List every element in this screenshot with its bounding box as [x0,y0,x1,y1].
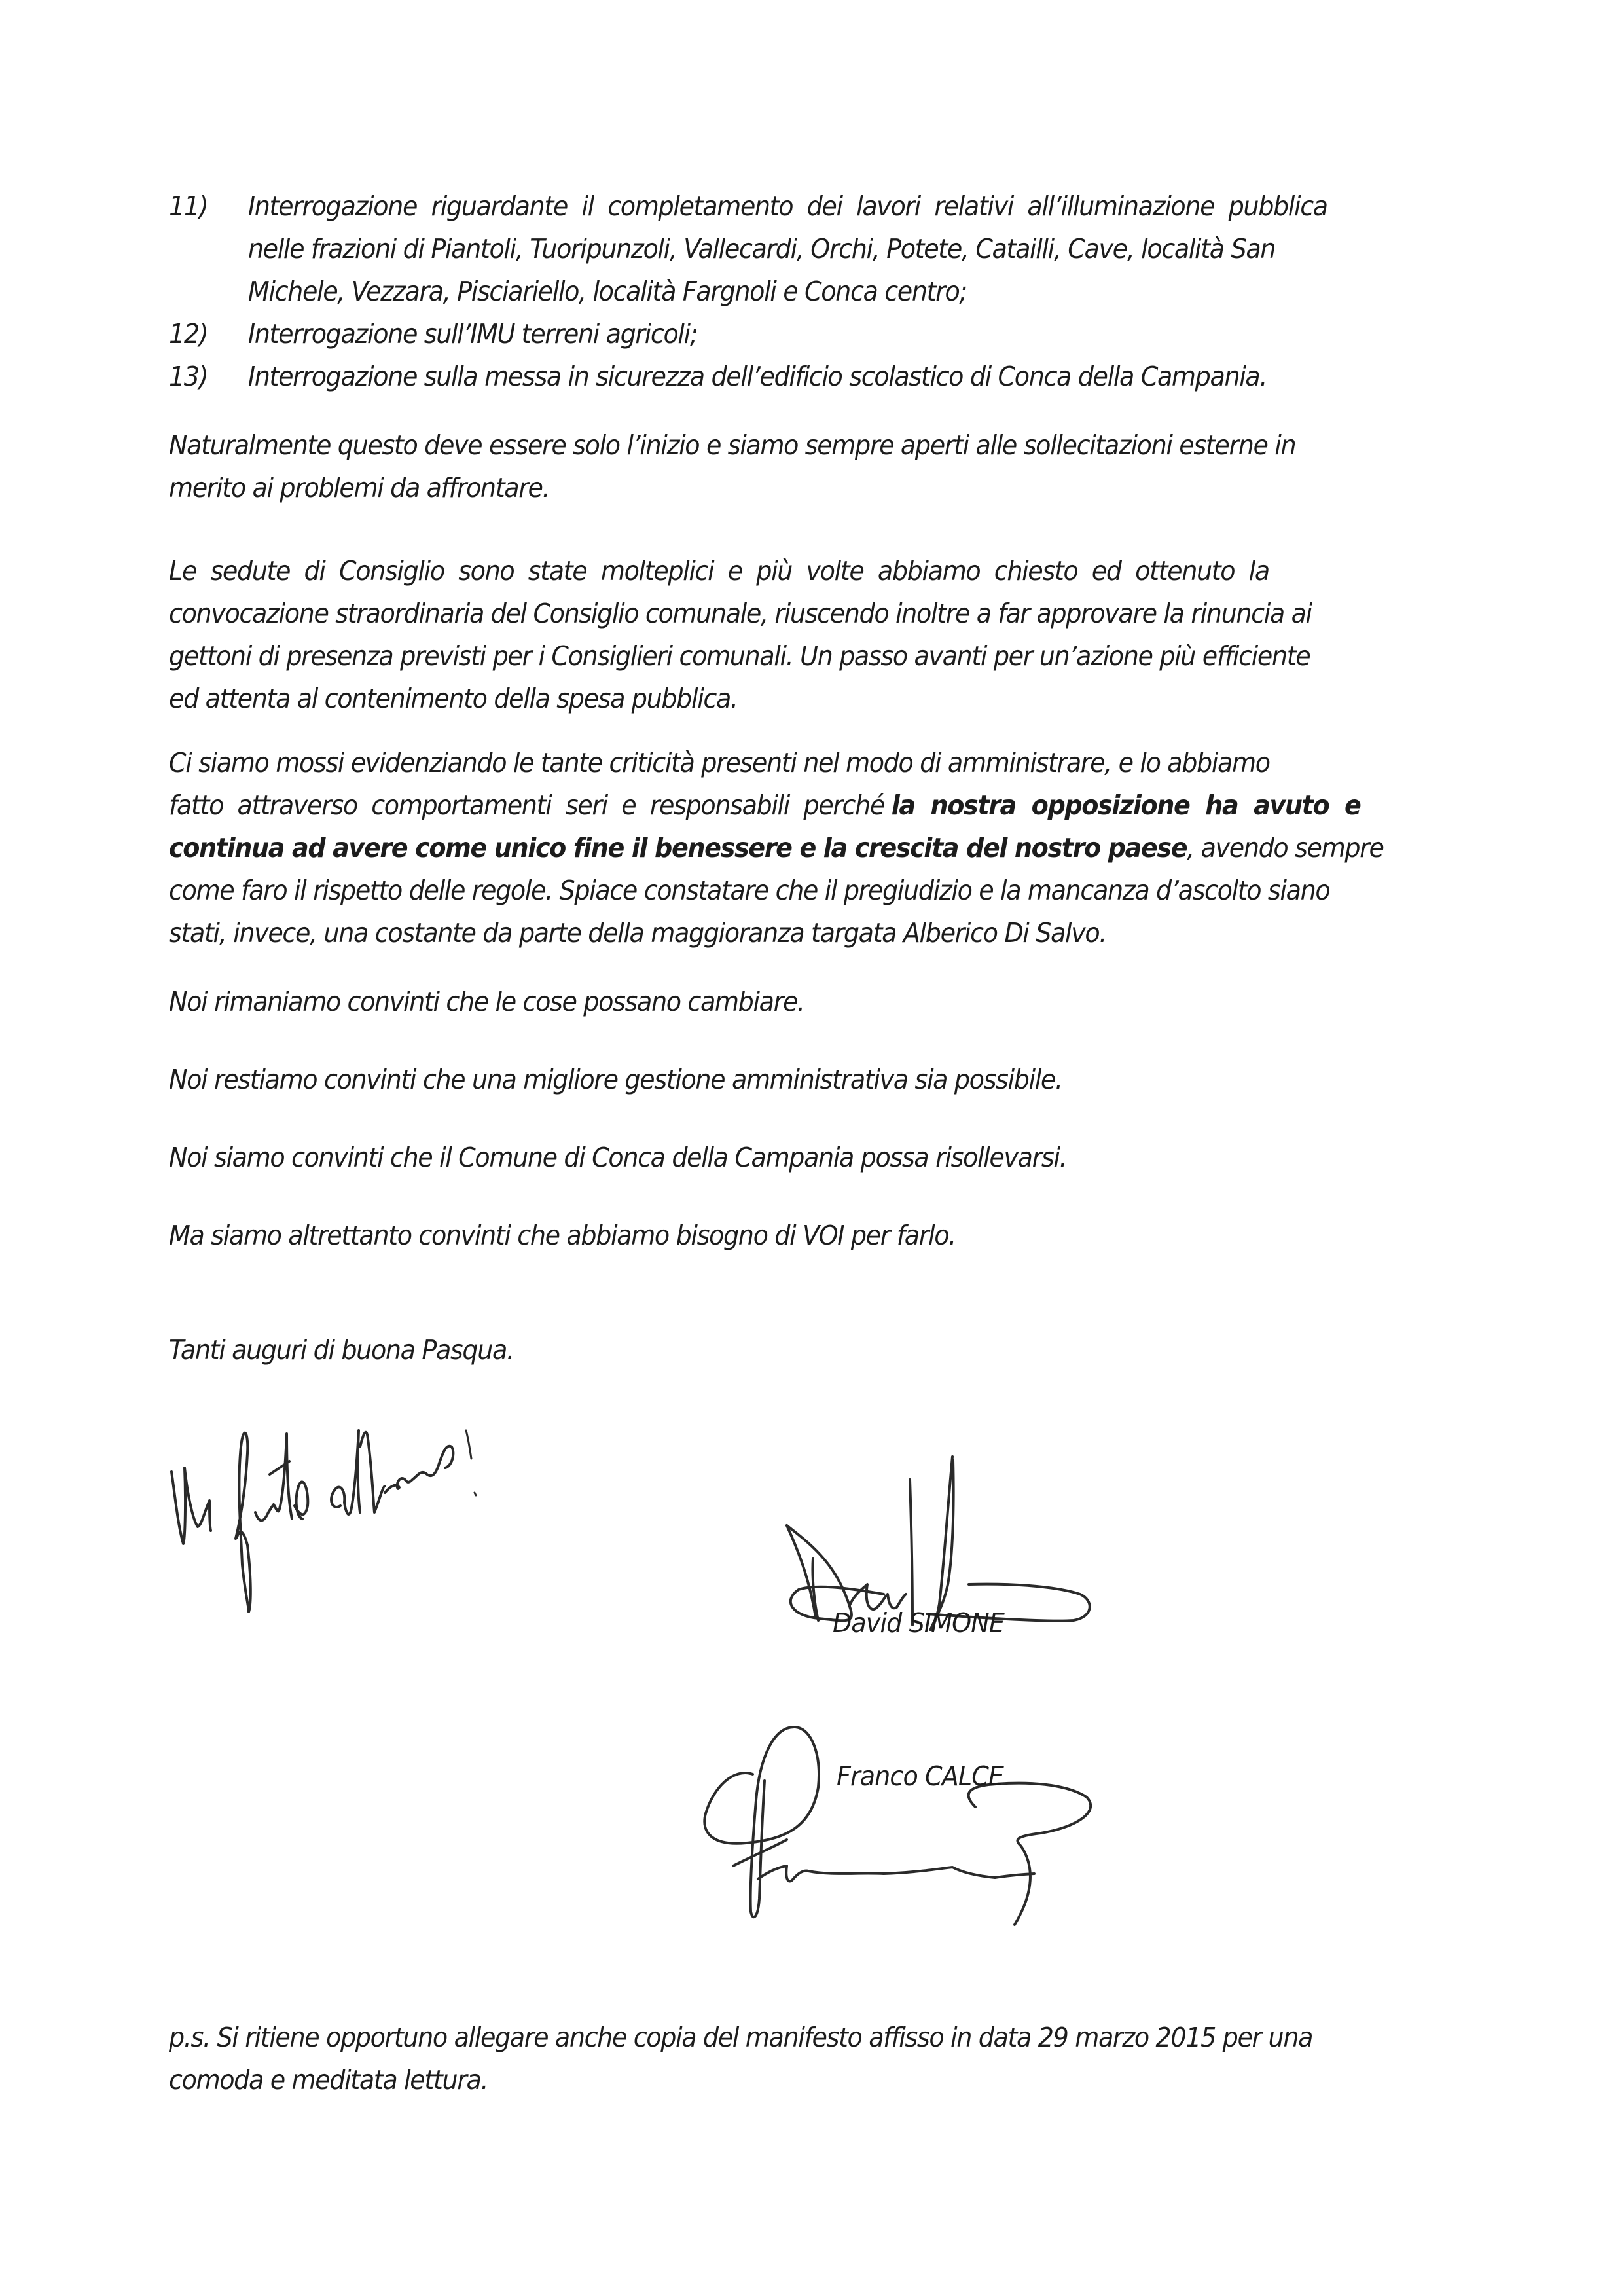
paragraph-naturalmente [169,424,1569,509]
signature-franco-calce-scrawl [687,1676,1407,1951]
paragraph-line: convocazione straordinaria del Consiglio comunale, riuscendo inoltre a far approvare la rinuncia ai [169,598,1312,629]
list-item-text: Michele, Vezzara, Pisciariello, località Fargnoli e Conca centro; [247,276,967,307]
paragraph-line: Ci siamo mossi evidenziando le tante criticità presenti nel modo di amministrare, e lo abbiamo [169,747,1270,778]
statement-cose-cambiare: Noi rimaniamo convinti che le cose possano cambiare. [169,986,804,1017]
list-number: 13) [169,361,208,392]
paragraph-sedute-consiglio [169,550,1569,720]
paragraph-text: , avendo sempre [1187,832,1384,864]
statement-gestione: Noi restiamo convinti che una migliore gestione amministrativa sia possibile. [169,1064,1062,1095]
list-item-13 [169,355,1267,398]
paragraph-line: merito ai problemi da affrontare. [169,472,550,503]
postscript-line: comoda e meditata lettura. [169,2064,488,2096]
list-number: 11) [169,191,208,222]
list-item-text: Interrogazione sulla messa in sicurezza dell’edificio scolastico di Conca della Campania. [247,361,1267,392]
greeting: Tanti auguri di buona Pasqua. [169,1334,514,1366]
list-item-text: Interrogazione sull’IMU terreni agricoli; [247,318,698,350]
paragraph-text: fatto attraverso comportamenti seri e responsabili perché [169,790,892,821]
list-number: 12) [169,318,208,350]
handwritten-note-signature [164,1427,727,1643]
statement-comune: Noi siamo convinti che il Comune di Conca della Campania possa risollevarsi. [169,1142,1067,1173]
postscript [169,2016,1569,2102]
emphasis-text: la nostra opposizione ha avuto e [891,790,1361,821]
paragraph-line: come faro il rispetto delle regole. Spiace constatare che il pregiudizio e la mancanza d’ascolto siano [169,875,1330,906]
paragraph-line: Le sedute di Consiglio sono state molteplici e più volte abbiamo chiesto ed ottenuto la [169,555,1269,587]
list-item-text: Interrogazione riguardante il completamento dei lavori relativi all’illuminazione pubblica [247,191,1327,222]
paragraph-line: stati, invece, una costante da parte della maggioranza targata Alberico Di Salvo. [169,917,1107,949]
list-item-12 [169,313,697,355]
statement-bisogno-voi: Ma siamo altrettanto convinti che abbiamo bisogno di VOI per farlo. [169,1220,956,1251]
paragraph-line: gettoni di presenza previsti per i Consiglieri comunali. Un passo avanti per un’azione più efficiente [169,640,1310,672]
paragraph-line: Naturalmente questo deve essere solo l’inizio e siamo sempre aperti alle sollecitazioni esterne in [169,429,1296,461]
signatory-name: David SIMONE [833,1607,1005,1639]
list-item-11 [169,185,1327,313]
signatory-name: Franco CALCE [837,1760,1004,1792]
postscript-line: p.s. Si ritiene opportuno allegare anche copia del manifesto affisso in data 29 marzo 2015 per una [169,2022,1313,2053]
paragraph-opposizione [169,742,1569,955]
paragraph-line: ed attenta al contenimento della spesa pubblica. [169,683,738,714]
list-item-text: nelle frazioni di Piantoli, Tuoripunzoli, Vallecardi, Orchi, Potete, Catailli, Cave, località San [247,233,1276,264]
emphasis-text: continua ad avere come unico fine il benessere e la crescita del nostro paese [169,832,1187,864]
